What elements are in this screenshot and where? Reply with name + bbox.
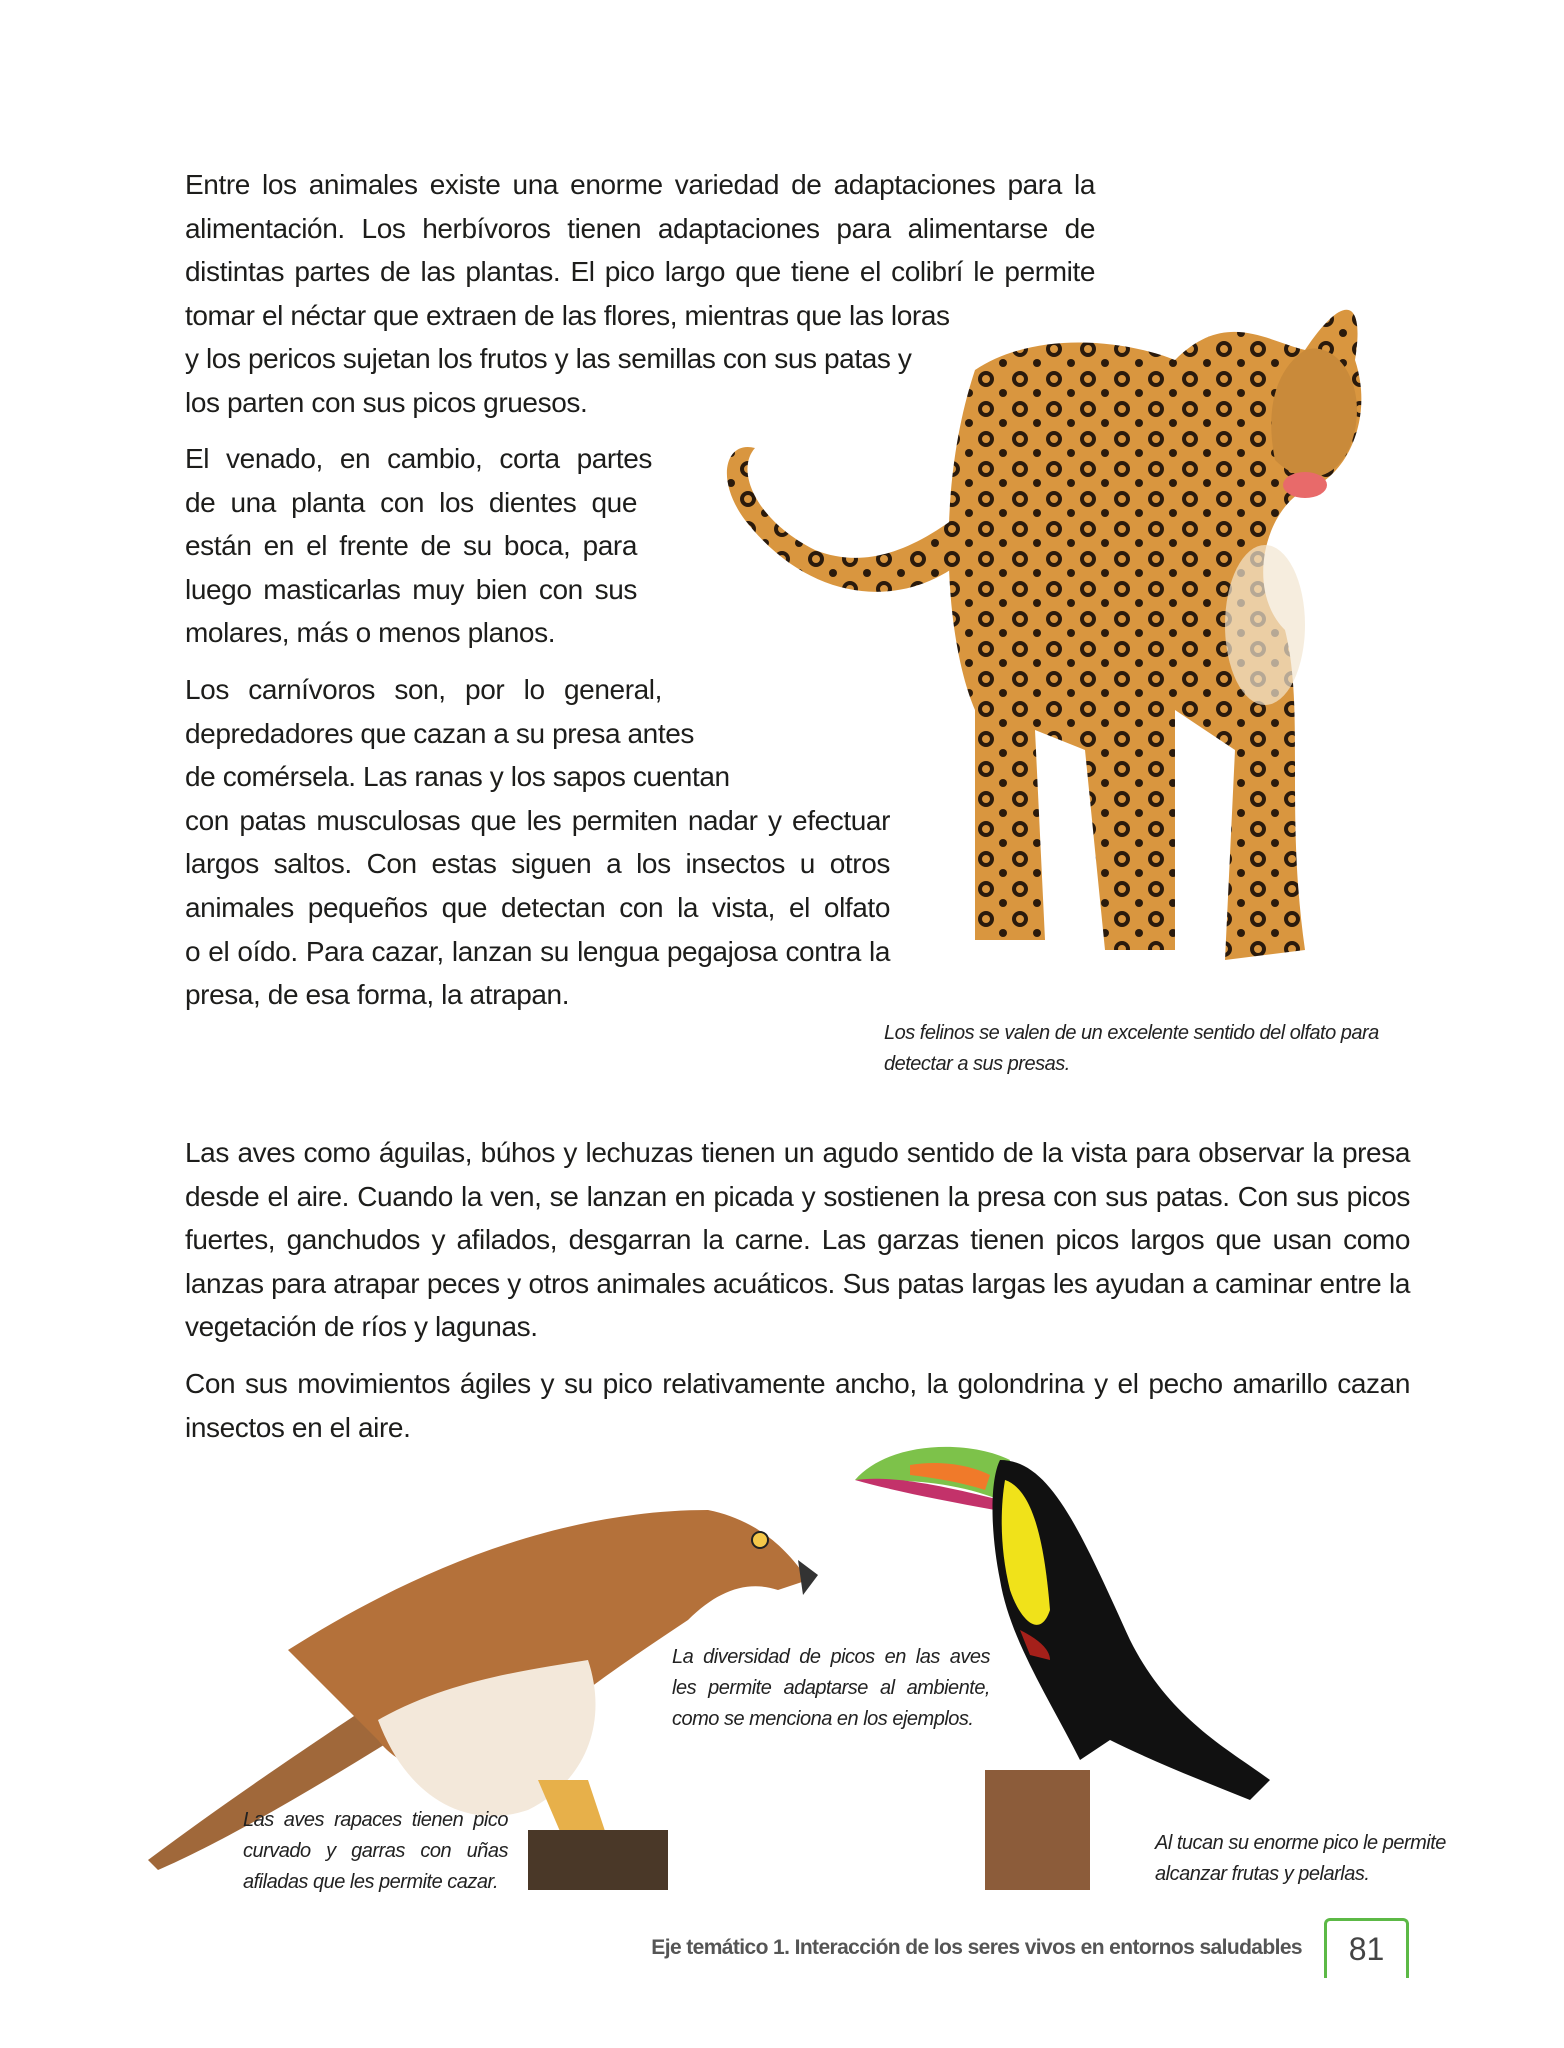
text-line: lanzas para atrapar peces y otros animales acuáticos. Sus patas largas les ayudan a caminar entre la: [185, 1267, 1410, 1299]
caption-line: Al tucan su enorme pico le permite: [1155, 1832, 1446, 1854]
text-line: fuertes, ganchudos y afilados, desgarran la carne. Las garzas tienen picos largos que usan como: [185, 1224, 1410, 1256]
jaguar-caption: [884, 1018, 1379, 1080]
text-line: presa, de esa forma, la atrapan.: [185, 979, 570, 1011]
text-line: El venado, en cambio, corta partes: [185, 443, 652, 474]
text-line: largos saltos. Con estas siguen a los insectos u otros: [185, 848, 890, 880]
caption-line: La diversidad de picos en las aves: [672, 1646, 990, 1668]
text-line: los parten con sus picos gruesos.: [185, 386, 588, 418]
toucan-caption: [1155, 1828, 1446, 1890]
text-line: desde el aire. Cuando la ven, se lanzan en picada y sostienen la presa con sus patas. Con sus picos: [185, 1180, 1410, 1212]
text-line: Con sus movimientos ágiles y su pico relativamente ancho, la golondrina y el pecho amarillo cazan: [185, 1368, 1410, 1399]
text-line: Las aves como águilas, búhos y lechuzas tienen un agudo sentido de la vista para observar la presa: [185, 1137, 1410, 1168]
text-line: vegetación de ríos y lagunas.: [185, 1311, 538, 1343]
caption-line: alcanzar frutas y pelarlas.: [1155, 1863, 1370, 1885]
text-line: o el oído. Para cazar, lanzan su lengua pegajosa contra la: [185, 935, 890, 967]
text-line: animales pequeños que detectan con la vista, el olfato: [185, 891, 890, 923]
paragraph-deer: [185, 437, 652, 655]
text-line: de comérsela. Las ranas y los sapos cuentan: [185, 761, 730, 793]
paragraph-birds-of-prey: [185, 1131, 1410, 1349]
caption-line: les permite adaptarse al ambiente,: [672, 1677, 990, 1699]
caption-line: Las aves rapaces tienen pico: [243, 1809, 508, 1831]
text-line: y los pericos sujetan los frutos y las semillas con sus patas y: [185, 343, 912, 375]
text-line: distintas partes de las plantas. El pico largo que tiene el colibrí le permite: [185, 256, 1095, 288]
text-line: de una planta con los dientes que: [185, 486, 637, 518]
text-line: alimentación. Los herbívoros tienen adaptaciones para alimentarse de: [185, 212, 1095, 244]
text-line: luego masticarlas muy bien con sus: [185, 573, 637, 605]
beak-diversity-caption: [672, 1642, 990, 1735]
jaguar-image: [705, 190, 1375, 990]
caption-line: como se menciona en los ejemplos.: [672, 1708, 974, 1730]
text-line: insectos en el aire.: [185, 1411, 411, 1443]
text-line: con patas musculosas que les permiten nadar y efectuar: [185, 804, 890, 836]
page-number: 81: [1324, 1918, 1409, 1978]
text-line: molares, más o menos planos.: [185, 617, 556, 649]
caption-line: afiladas que les permite cazar.: [243, 1871, 499, 1893]
text-line: depredadores que cazan a su presa antes: [185, 717, 694, 749]
text-line: Entre los animales existe una enorme variedad de adaptaciones para la: [185, 169, 1095, 200]
text-line: están en el frente de su boca, para: [185, 530, 637, 562]
text-line: Los carnívoros son, por lo general,: [185, 674, 662, 705]
paragraph-swallows: [185, 1362, 1410, 1449]
caption-line: curvado y garras con uñas: [243, 1840, 508, 1862]
footer-section-title: Eje temático 1. Interacción de los seres vivos en entornos saludables: [651, 1936, 1302, 1959]
hawk-caption: [243, 1805, 508, 1898]
caption-line: detectar a sus presas.: [884, 1053, 1070, 1075]
caption-line: Los felinos se valen de un excelente sentido del olfato para: [884, 1022, 1379, 1044]
text-line: tomar el néctar que extraen de las flores, mientras que las loras: [185, 299, 950, 331]
